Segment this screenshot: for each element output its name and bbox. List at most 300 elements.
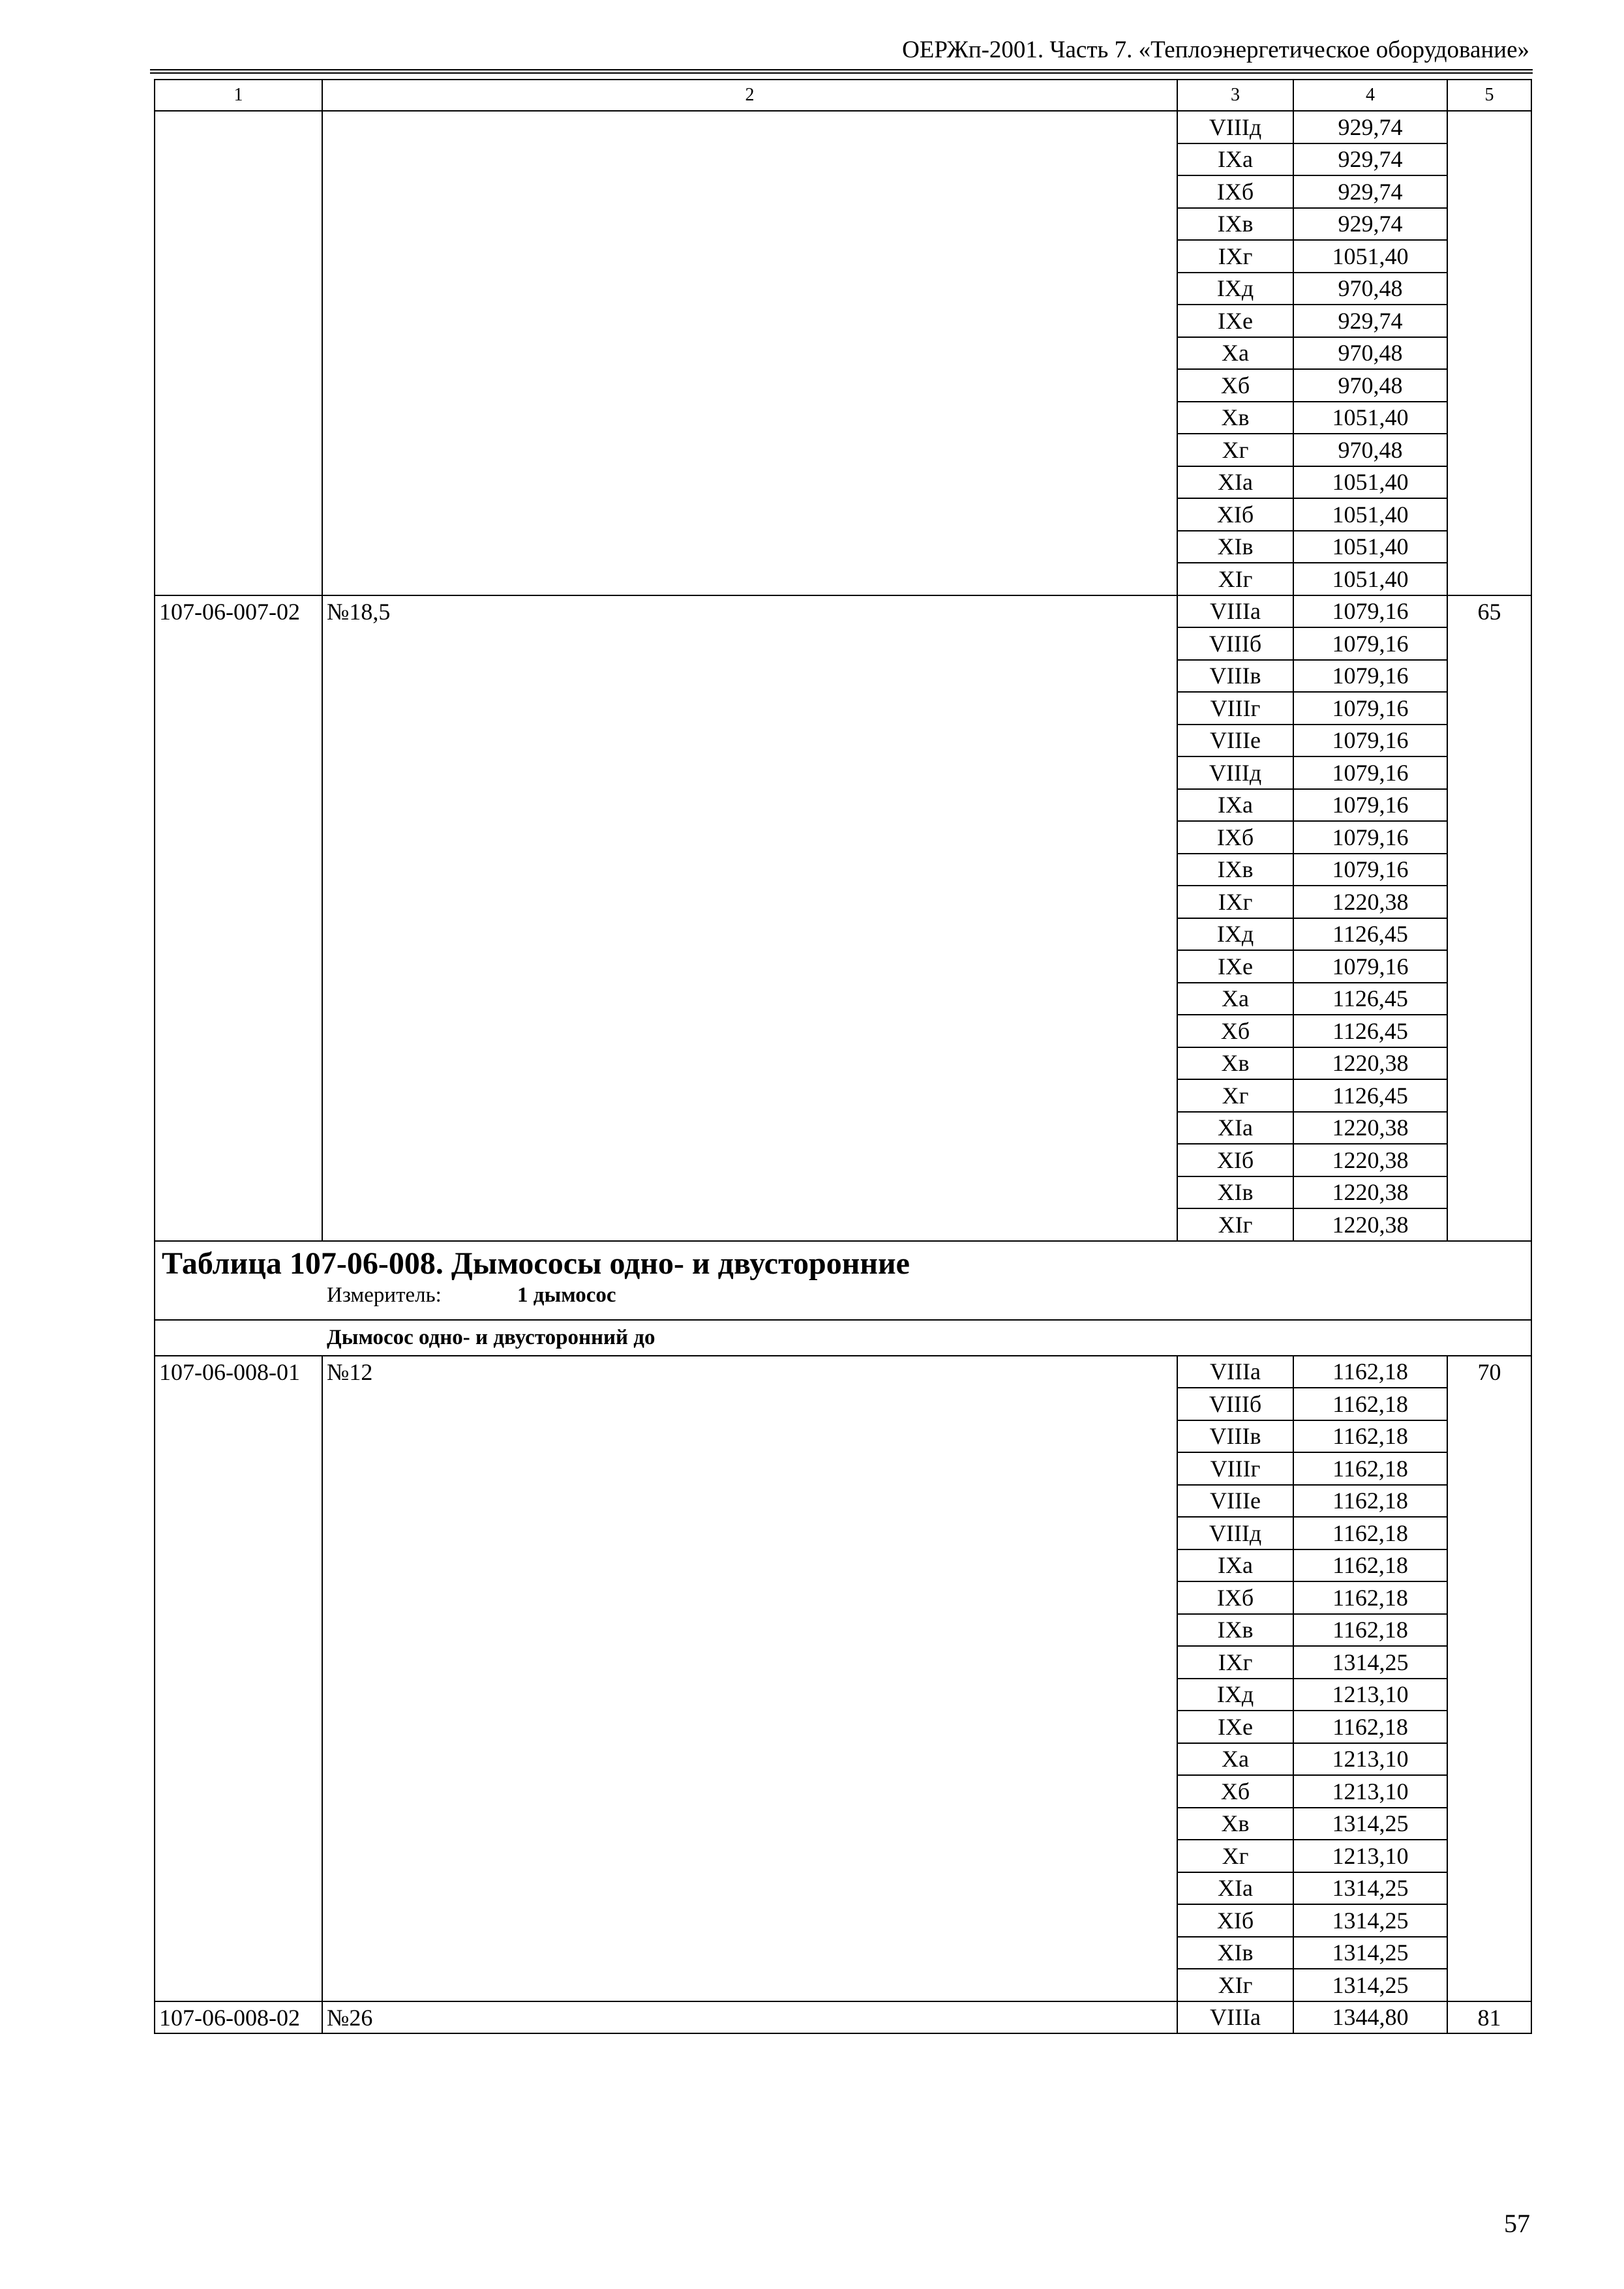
item-code-cell	[155, 143, 322, 176]
weight-cell: 81	[1447, 2001, 1531, 2034]
item-name-cell	[322, 692, 1177, 725]
table-row	[155, 821, 1531, 854]
price-cell: 1051,40	[1293, 531, 1447, 563]
zone-cell: XIб	[1177, 1144, 1293, 1176]
table-row	[155, 627, 1531, 660]
zone-cell: IXб	[1177, 1581, 1293, 1614]
zone-cell: VIIIд	[1177, 111, 1293, 143]
item-name-cell	[322, 402, 1177, 434]
price-cell: 1162,18	[1293, 1517, 1447, 1549]
table-row	[155, 1581, 1531, 1614]
weight-cell	[1447, 111, 1531, 143]
item-name-cell	[322, 1420, 1177, 1453]
header-double-rule	[150, 69, 1533, 74]
table-title-row	[155, 1241, 1531, 1320]
table-row	[155, 337, 1531, 370]
weight-cell	[1447, 692, 1531, 725]
table-row	[155, 369, 1531, 402]
item-code-cell	[155, 1388, 322, 1420]
table-row	[155, 1420, 1531, 1453]
weight-cell	[1447, 886, 1531, 918]
price-cell: 1213,10	[1293, 1679, 1447, 1711]
item-name-cell	[322, 1452, 1177, 1485]
item-name-cell	[322, 627, 1177, 660]
zone-cell: IXг	[1177, 1646, 1293, 1679]
price-cell: 1079,16	[1293, 756, 1447, 789]
price-cell: 929,74	[1293, 208, 1447, 241]
weight-cell	[1447, 950, 1531, 983]
item-name-cell	[322, 563, 1177, 595]
column-number: 1	[155, 80, 322, 111]
price-cell: 1079,16	[1293, 595, 1447, 628]
weight-cell	[1447, 1047, 1531, 1080]
zone-cell: XIб	[1177, 1904, 1293, 1937]
table-row	[155, 692, 1531, 725]
item-name-cell	[322, 1711, 1177, 1743]
price-cell: 1314,25	[1293, 1937, 1447, 1969]
price-cell: 1162,18	[1293, 1485, 1447, 1518]
item-code-cell	[155, 983, 322, 1015]
price-cell: 1079,16	[1293, 789, 1447, 822]
zone-cell: XIв	[1177, 1937, 1293, 1969]
weight-cell	[1447, 208, 1531, 241]
table-caption: Таблица 107-06-008. Дымососы одно- и двусторонние	[162, 1246, 910, 1281]
price-cell: 1220,38	[1293, 1176, 1447, 1209]
item-name-cell	[322, 1775, 1177, 1808]
zone-cell: Xв	[1177, 1047, 1293, 1080]
price-cell: 1213,10	[1293, 1840, 1447, 1872]
price-cell: 1079,16	[1293, 692, 1447, 725]
table-row	[155, 531, 1531, 563]
item-code-cell	[155, 1015, 322, 1047]
weight-cell	[1447, 402, 1531, 434]
table-row	[155, 1047, 1531, 1080]
item-code-cell	[155, 402, 322, 434]
item-code-cell	[155, 756, 322, 789]
weight-cell	[1447, 1549, 1531, 1582]
item-name-cell	[322, 1872, 1177, 1905]
price-cell: 1126,45	[1293, 1015, 1447, 1047]
zone-cell: VIIIв	[1177, 1420, 1293, 1453]
item-name-cell	[322, 531, 1177, 563]
zone-cell: IXд	[1177, 1679, 1293, 1711]
item-code-cell	[155, 305, 322, 337]
weight-cell	[1447, 1581, 1531, 1614]
table-row	[155, 950, 1531, 983]
item-code-cell	[155, 1937, 322, 1969]
zone-cell: XIв	[1177, 531, 1293, 563]
price-cell: 1220,38	[1293, 1208, 1447, 1241]
column-number: 5	[1447, 80, 1531, 111]
price-cell: 1162,18	[1293, 1711, 1447, 1743]
zone-cell: Xа	[1177, 337, 1293, 370]
item-code-cell	[155, 1808, 322, 1840]
weight-cell	[1447, 1208, 1531, 1241]
weight-cell	[1447, 1743, 1531, 1776]
price-cell: 929,74	[1293, 175, 1447, 208]
table-row	[155, 918, 1531, 951]
item-code-cell: 107-06-008-01	[155, 1356, 322, 1388]
item-code-cell	[155, 1614, 322, 1647]
price-cell: 1079,16	[1293, 725, 1447, 757]
zone-cell: Xг	[1177, 434, 1293, 466]
weight-cell	[1447, 273, 1531, 305]
weight-cell	[1447, 1937, 1531, 1969]
zone-cell: Xб	[1177, 1015, 1293, 1047]
item-name-cell	[322, 1969, 1177, 2001]
weight-cell	[1447, 466, 1531, 499]
table-row	[155, 1485, 1531, 1518]
table-row	[155, 1452, 1531, 1485]
item-code-cell	[155, 1711, 322, 1743]
item-code-cell: 107-06-007-02	[155, 595, 322, 628]
price-cell: 1051,40	[1293, 466, 1447, 499]
zone-cell: Xб	[1177, 1775, 1293, 1808]
table-row	[155, 1743, 1531, 1776]
item-name-cell	[322, 1808, 1177, 1840]
item-name-cell	[322, 1208, 1177, 1241]
table-row	[155, 660, 1531, 693]
zone-cell: XIа	[1177, 1872, 1293, 1905]
item-name-cell	[322, 1904, 1177, 1937]
zone-cell: IXд	[1177, 918, 1293, 951]
weight-cell	[1447, 531, 1531, 563]
price-cell: 1314,25	[1293, 1872, 1447, 1905]
item-name-cell	[322, 337, 1177, 370]
table-row	[155, 1388, 1531, 1420]
price-cell: 1162,18	[1293, 1388, 1447, 1420]
weight-cell	[1447, 1420, 1531, 1453]
table-row	[155, 1079, 1531, 1112]
table-row	[155, 725, 1531, 757]
table-row	[155, 1208, 1531, 1241]
item-code-cell	[155, 240, 322, 273]
zone-cell: VIIIе	[1177, 725, 1293, 757]
item-name-cell	[322, 143, 1177, 176]
item-code-cell	[155, 725, 322, 757]
item-code-cell	[155, 369, 322, 402]
weight-cell	[1447, 1808, 1531, 1840]
weight-cell	[1447, 498, 1531, 531]
price-cell: 1314,25	[1293, 1808, 1447, 1840]
zone-cell: Xб	[1177, 369, 1293, 402]
weight-cell	[1447, 1517, 1531, 1549]
table-row	[155, 208, 1531, 241]
measure-value: 1 дымосос	[517, 1283, 616, 1307]
item-name-cell	[322, 1549, 1177, 1582]
item-code-cell	[155, 660, 322, 693]
table-row	[155, 1904, 1531, 1937]
price-cell: 1220,38	[1293, 1047, 1447, 1080]
zone-cell: IXг	[1177, 886, 1293, 918]
weight-cell	[1447, 918, 1531, 951]
item-name-cell: №12	[322, 1356, 1177, 1388]
item-code-cell	[155, 273, 322, 305]
zone-cell: IXв	[1177, 208, 1293, 241]
measure-label: Измеритель:	[327, 1283, 442, 1307]
table-row	[155, 1711, 1531, 1743]
item-name-cell	[322, 789, 1177, 822]
item-code-cell	[155, 1047, 322, 1080]
item-code-cell	[155, 1840, 322, 1872]
price-cell: 1079,16	[1293, 950, 1447, 983]
item-name-cell	[322, 725, 1177, 757]
zone-cell: Xг	[1177, 1079, 1293, 1112]
table-row	[155, 886, 1531, 918]
zone-cell: VIIIб	[1177, 627, 1293, 660]
weight-cell	[1447, 1646, 1531, 1679]
zone-cell: VIIIб	[1177, 1388, 1293, 1420]
price-cell: 1051,40	[1293, 240, 1447, 273]
item-code-cell	[155, 1144, 322, 1176]
table-row	[155, 1549, 1531, 1582]
zone-cell: XIг	[1177, 563, 1293, 595]
price-cell: 1126,45	[1293, 1079, 1447, 1112]
item-name-cell	[322, 1614, 1177, 1647]
item-code-cell	[155, 886, 322, 918]
zone-cell: IXа	[1177, 789, 1293, 822]
zone-cell: IXе	[1177, 1711, 1293, 1743]
item-code-cell	[155, 1079, 322, 1112]
table-row	[155, 1937, 1531, 1969]
weight-cell	[1447, 756, 1531, 789]
table-row	[155, 273, 1531, 305]
zone-cell: XIа	[1177, 1112, 1293, 1144]
zone-cell: IXа	[1177, 143, 1293, 176]
item-name-cell	[322, 434, 1177, 466]
table-row	[155, 1840, 1531, 1872]
item-code-cell	[155, 1775, 322, 1808]
weight-cell	[1447, 1388, 1531, 1420]
table-row	[155, 1775, 1531, 1808]
weight-cell	[1447, 627, 1531, 660]
item-name-cell	[322, 660, 1177, 693]
zone-cell: VIIIг	[1177, 1452, 1293, 1485]
item-code-cell	[155, 1485, 322, 1518]
item-name-cell	[322, 854, 1177, 886]
table-row	[155, 563, 1531, 595]
price-cell: 970,48	[1293, 369, 1447, 402]
table-row	[155, 305, 1531, 337]
item-code-cell	[155, 789, 322, 822]
item-name-cell	[322, 1937, 1177, 1969]
price-cell: 1220,38	[1293, 1112, 1447, 1144]
table-row	[155, 983, 1531, 1015]
weight-cell	[1447, 1679, 1531, 1711]
item-code-cell	[155, 208, 322, 241]
weight-cell	[1447, 1840, 1531, 1872]
item-name-cell	[322, 950, 1177, 983]
weight-cell	[1447, 725, 1531, 757]
item-name-cell	[322, 240, 1177, 273]
table-row	[155, 240, 1531, 273]
price-cell: 1162,18	[1293, 1549, 1447, 1582]
item-name-cell	[322, 1079, 1177, 1112]
table-row	[155, 756, 1531, 789]
table-row	[155, 789, 1531, 822]
price-cell: 1220,38	[1293, 1144, 1447, 1176]
price-cell: 1079,16	[1293, 627, 1447, 660]
zone-cell: VIIIд	[1177, 756, 1293, 789]
item-name-cell	[322, 175, 1177, 208]
price-cell: 1220,38	[1293, 886, 1447, 918]
item-code-cell	[155, 1176, 322, 1209]
item-name-cell	[322, 918, 1177, 951]
zone-cell: Xа	[1177, 983, 1293, 1015]
zone-cell: VIIIа	[1177, 2001, 1293, 2034]
item-name-cell	[322, 983, 1177, 1015]
column-number: 2	[322, 80, 1177, 111]
item-code-cell	[155, 434, 322, 466]
weight-cell: 65	[1447, 595, 1531, 628]
zone-cell: IXб	[1177, 821, 1293, 854]
table-row	[155, 434, 1531, 466]
table-row	[155, 1614, 1531, 1647]
price-cell: 1213,10	[1293, 1775, 1447, 1808]
price-cell: 1162,18	[1293, 1614, 1447, 1647]
weight-cell	[1447, 305, 1531, 337]
item-code-cell	[155, 531, 322, 563]
zone-cell: Xв	[1177, 1808, 1293, 1840]
weight-cell	[1447, 1969, 1531, 2001]
zone-cell: VIIIа	[1177, 595, 1293, 628]
item-code-cell	[155, 1904, 322, 1937]
zone-cell: IXе	[1177, 950, 1293, 983]
table-row	[155, 2001, 1531, 2034]
weight-cell	[1447, 1015, 1531, 1047]
item-code-cell	[155, 1112, 322, 1144]
table-row	[155, 595, 1531, 628]
price-cell: 929,74	[1293, 111, 1447, 143]
zone-cell: IXб	[1177, 175, 1293, 208]
weight-cell	[1447, 1485, 1531, 1518]
table-row	[155, 1356, 1531, 1388]
item-name-cell	[322, 305, 1177, 337]
item-code-cell	[155, 1969, 322, 2001]
table-row	[155, 1679, 1531, 1711]
weight-cell	[1447, 1144, 1531, 1176]
item-name-cell	[322, 1047, 1177, 1080]
zone-cell: XIв	[1177, 1176, 1293, 1209]
weight-cell	[1447, 1079, 1531, 1112]
zone-cell: IXд	[1177, 273, 1293, 305]
weight-cell	[1447, 1775, 1531, 1808]
table-row	[155, 175, 1531, 208]
zone-cell: Xа	[1177, 1743, 1293, 1776]
weight-cell	[1447, 369, 1531, 402]
table-row	[155, 854, 1531, 886]
price-table-body	[155, 80, 1531, 2033]
zone-cell: VIIIг	[1177, 692, 1293, 725]
item-code-cell	[155, 692, 322, 725]
weight-cell	[1447, 434, 1531, 466]
item-name-cell	[322, 1388, 1177, 1420]
item-name-cell	[322, 1646, 1177, 1679]
zone-cell: XIб	[1177, 498, 1293, 531]
weight-cell	[1447, 1711, 1531, 1743]
item-code-cell	[155, 821, 322, 854]
item-code-cell	[155, 918, 322, 951]
weight-cell	[1447, 1176, 1531, 1209]
group-title-row	[155, 1320, 1531, 1356]
price-cell: 1162,18	[1293, 1452, 1447, 1485]
item-name-cell	[322, 756, 1177, 789]
item-name-cell: №18,5	[322, 595, 1177, 628]
page-number: 57	[1504, 2209, 1530, 2238]
item-code-cell	[155, 498, 322, 531]
weight-cell	[1447, 983, 1531, 1015]
running-header-title: ОЕРЖп-2001. Часть 7. «Теплоэнергетическое оборудование»	[902, 37, 1529, 63]
zone-cell: XIг	[1177, 1969, 1293, 2001]
weight-cell	[1447, 1452, 1531, 1485]
table-title-cell	[155, 1241, 1531, 1320]
price-cell: 929,74	[1293, 143, 1447, 176]
table-row	[155, 1517, 1531, 1549]
item-code-cell	[155, 466, 322, 499]
zone-cell: IXг	[1177, 240, 1293, 273]
price-cell: 970,48	[1293, 434, 1447, 466]
zone-cell: Xв	[1177, 402, 1293, 434]
item-code-cell	[155, 1581, 322, 1614]
price-cell: 1126,45	[1293, 983, 1447, 1015]
column-number: 3	[1177, 80, 1293, 111]
item-name-cell	[322, 369, 1177, 402]
item-code-cell	[155, 1517, 322, 1549]
item-name-cell	[322, 821, 1177, 854]
item-code-cell	[155, 1452, 322, 1485]
item-name-cell	[322, 886, 1177, 918]
table-row	[155, 498, 1531, 531]
weight-cell	[1447, 143, 1531, 176]
item-name-cell	[322, 1517, 1177, 1549]
price-cell: 1162,18	[1293, 1420, 1447, 1453]
item-code-cell: 107-06-008-02	[155, 2001, 322, 2034]
item-code-cell	[155, 627, 322, 660]
zone-cell: XIа	[1177, 466, 1293, 499]
zone-cell: VIIIе	[1177, 1485, 1293, 1518]
zone-cell: IXв	[1177, 854, 1293, 886]
price-cell: 970,48	[1293, 273, 1447, 305]
weight-cell: 70	[1447, 1356, 1531, 1388]
item-name-cell	[322, 498, 1177, 531]
item-code-cell	[155, 1420, 322, 1453]
zone-cell: XIг	[1177, 1208, 1293, 1241]
item-name-cell	[322, 1581, 1177, 1614]
price-cell: 1051,40	[1293, 563, 1447, 595]
table-row	[155, 1872, 1531, 1905]
table-row	[155, 1808, 1531, 1840]
group-title-cell: Дымосос одно- и двусторонний до	[155, 1320, 1531, 1356]
table-row	[155, 111, 1531, 143]
item-code-cell	[155, 1549, 322, 1582]
zone-cell: VIIIд	[1177, 1517, 1293, 1549]
weight-cell	[1447, 821, 1531, 854]
zone-cell: VIIIв	[1177, 660, 1293, 693]
table-row	[155, 1969, 1531, 2001]
zone-cell: IXв	[1177, 1614, 1293, 1647]
weight-cell	[1447, 789, 1531, 822]
item-code-cell	[155, 337, 322, 370]
item-code-cell	[155, 1743, 322, 1776]
weight-cell	[1447, 240, 1531, 273]
measure-line	[162, 1285, 1524, 1306]
price-cell: 1213,10	[1293, 1743, 1447, 1776]
item-code-cell	[155, 111, 322, 143]
weight-cell	[1447, 1904, 1531, 1937]
weight-cell	[1447, 1112, 1531, 1144]
table-row	[155, 1112, 1531, 1144]
zone-cell: IXа	[1177, 1549, 1293, 1582]
